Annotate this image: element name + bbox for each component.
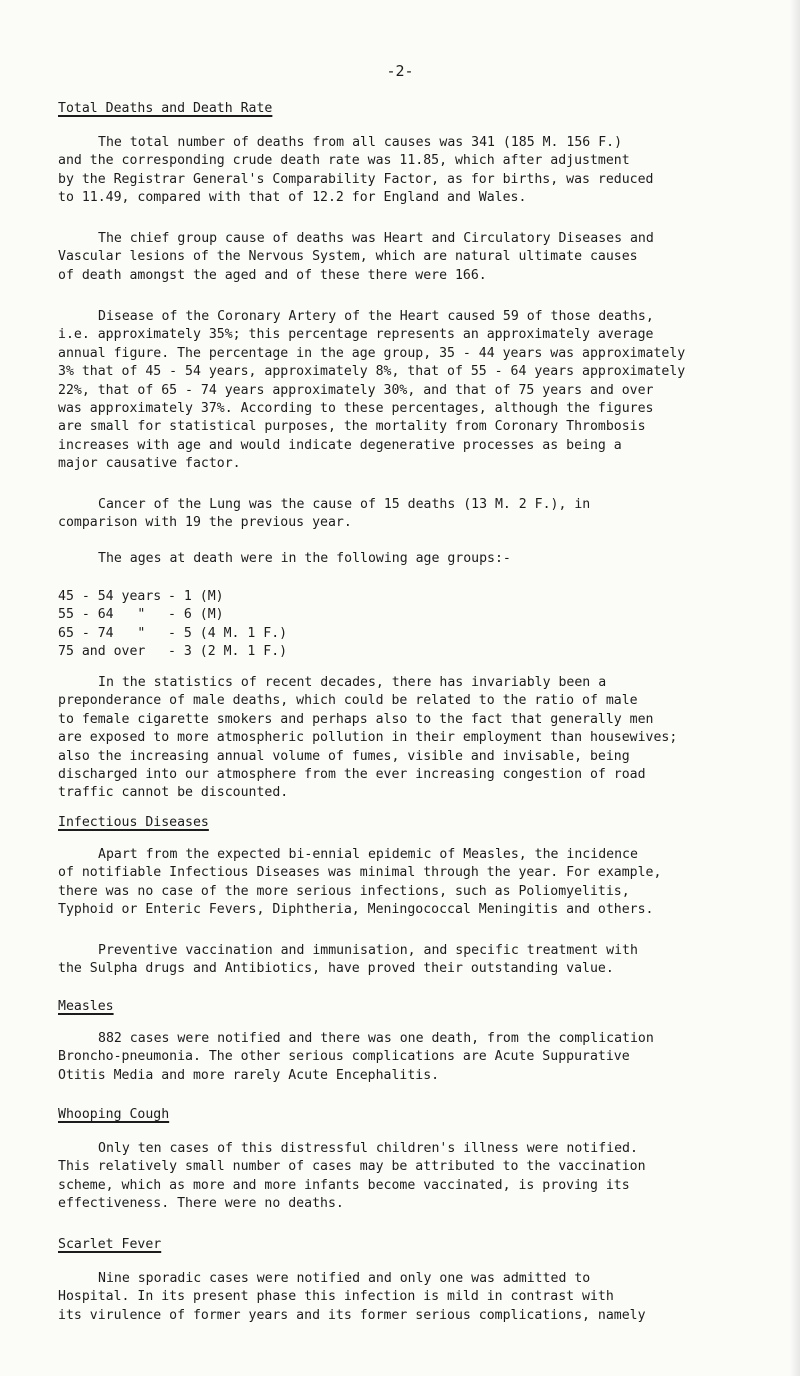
age-group-row	[58, 588, 287, 606]
paragraph-vaccination	[58, 942, 794, 979]
paragraph-measles	[58, 1030, 794, 1085]
paragraph-total-deaths	[58, 134, 794, 208]
paragraph-coronary	[58, 308, 794, 474]
heading-total-deaths: Total Deaths and Death Rate	[58, 101, 273, 116]
paragraph-infectious	[58, 846, 794, 920]
text-line: by the Registrar General's Comparability Factor, as for births, was reduced	[58, 171, 654, 187]
text-line: are exposed to more atmospheric pollution in their employment than housewives;	[58, 730, 678, 746]
text-line: discharged into our atmosphere from the ever increasing congestion of road	[58, 767, 646, 783]
age-group-list	[58, 588, 287, 662]
age-range: 55 - 64 "	[58, 607, 146, 623]
paragraph-chief-causes	[58, 230, 794, 285]
text-line: Disease of the Coronary Artery of the Heart caused 59 of those deaths,	[98, 309, 654, 324]
text-line: major causative factor.	[58, 456, 241, 472]
text-line: to female cigarette smokers and perhaps also to the fact that generally men	[58, 711, 654, 727]
text-line: traffic cannot be discounted.	[58, 785, 289, 801]
age-detail: (M)	[199, 607, 224, 623]
age-detail: (M)	[199, 589, 224, 604]
text-line: scheme, which as more and more infants become vaccinated, is proving its	[58, 1177, 630, 1193]
text-line: Broncho-pneumonia. The other serious complications are Acute Suppurative	[58, 1049, 630, 1065]
text-line: effectiveness. There were no deaths.	[58, 1196, 344, 1212]
heading-measles: Measles	[58, 999, 114, 1014]
age-range: 65 - 74 "	[58, 625, 146, 641]
text-line: Only ten cases of this distressful children's illness were notified.	[98, 1141, 638, 1156]
paragraph-lung-cancer	[58, 496, 794, 533]
text-line: Vascular lesions of the Nervous System, which are natural ultimate causes	[58, 249, 638, 265]
text-line: was approximately 37%. According to these percentages, although the figures	[58, 401, 654, 417]
heading-whooping-cough: Whooping Cough	[58, 1107, 170, 1122]
text-line: the Sulpha drugs and Antibiotics, have proved their outstanding value.	[58, 961, 614, 977]
text-line: The chief group cause of deaths was Heart and Circulatory Diseases and	[98, 231, 654, 246]
text-line: i.e. approximately 35%; this percentage represents an approximately average	[58, 327, 654, 343]
text-line: there was no case of the more serious infections, such as Poliomyelitis,	[58, 883, 630, 899]
age-count: - 1	[168, 589, 192, 604]
text-line: 22%, that of 65 - 74 years approximately 30%, and that of 75 years and over	[58, 382, 654, 398]
age-range: 75 and over	[58, 644, 146, 660]
age-count: - 5	[168, 625, 192, 641]
age-range: 45 - 54 years	[58, 589, 162, 604]
text-line: Nine sporadic cases were notified and only one was admitted to	[98, 1271, 591, 1286]
age-count: - 6	[168, 607, 192, 623]
text-line: Cancer of the Lung was the cause of 15 deaths (13 M. 2 F.), in	[98, 497, 591, 512]
age-group-row	[58, 625, 287, 643]
age-detail: (4 M. 1 F.)	[199, 625, 288, 641]
text-line: The ages at death were in the following age groups:-	[98, 551, 511, 566]
text-line: Preventive vaccination and immunisation, and specific treatment with	[98, 943, 638, 958]
text-line: annual figure. The percentage in the age group, 35 - 44 years was approximately	[58, 345, 686, 361]
paragraph-scarlet-fever	[58, 1270, 794, 1325]
paragraph-age-intro	[58, 550, 794, 568]
text-line: comparison with 19 the previous year.	[58, 515, 352, 531]
text-line: and the corresponding crude death rate was 11.85, which after adjustment	[58, 153, 630, 169]
text-line: its virulence of former years and its former serious complications, namely	[58, 1307, 646, 1323]
text-line: Typhoid or Enteric Fevers, Diphtheria, Meningococcal Meningitis and others.	[58, 902, 654, 918]
text-line: Hospital. In its present phase this infection is mild in contrast with	[58, 1289, 614, 1305]
heading-infectious-diseases: Infectious Diseases	[58, 815, 209, 830]
text-line: of death amongst the aged and of these there were 166.	[58, 267, 487, 283]
age-detail: (2 M. 1 F.)	[199, 644, 288, 660]
text-line: 3% that of 45 - 54 years, approximately 8%, that of 55 - 64 years approximately	[58, 364, 686, 380]
text-line: The total number of deaths from all causes was 341 (185 M. 156 F.)	[98, 135, 623, 150]
age-count: - 3	[168, 644, 192, 660]
paragraph-whooping-cough	[58, 1140, 794, 1214]
page-edge-shadow	[790, 0, 800, 1376]
text-line: increases with age and would indicate degenerative processes as being a	[58, 437, 622, 453]
age-group-row	[58, 606, 287, 624]
text-line: preponderance of male deaths, which could be related to the ratio of male	[58, 693, 638, 709]
text-line: 882 cases were notified and there was one death, from the complication	[98, 1031, 654, 1046]
text-line: Otitis Media and more rarely Acute Encephalitis.	[58, 1067, 440, 1083]
text-line: In the statistics of recent decades, there has invariably been a	[98, 675, 607, 690]
paragraph-male-deaths	[58, 674, 794, 803]
text-line: Apart from the expected bi-ennial epidemic of Measles, the incidence	[98, 847, 638, 862]
heading-scarlet-fever: Scarlet Fever	[58, 1237, 162, 1252]
text-line: of notifiable Infectious Diseases was minimal through the year. For example,	[58, 865, 662, 881]
text-line: are small for statistical purposes, the mortality from Coronary Thrombosis	[58, 419, 646, 435]
age-group-row	[58, 643, 287, 661]
text-line: This relatively small number of cases may be attributed to the vaccination	[58, 1159, 646, 1175]
text-line: to 11.49, compared with that of 12.2 for England and Wales.	[58, 190, 527, 206]
text-line: also the increasing annual volume of fumes, visible and invisable, being	[58, 748, 630, 764]
page-number: -2-	[386, 62, 414, 80]
